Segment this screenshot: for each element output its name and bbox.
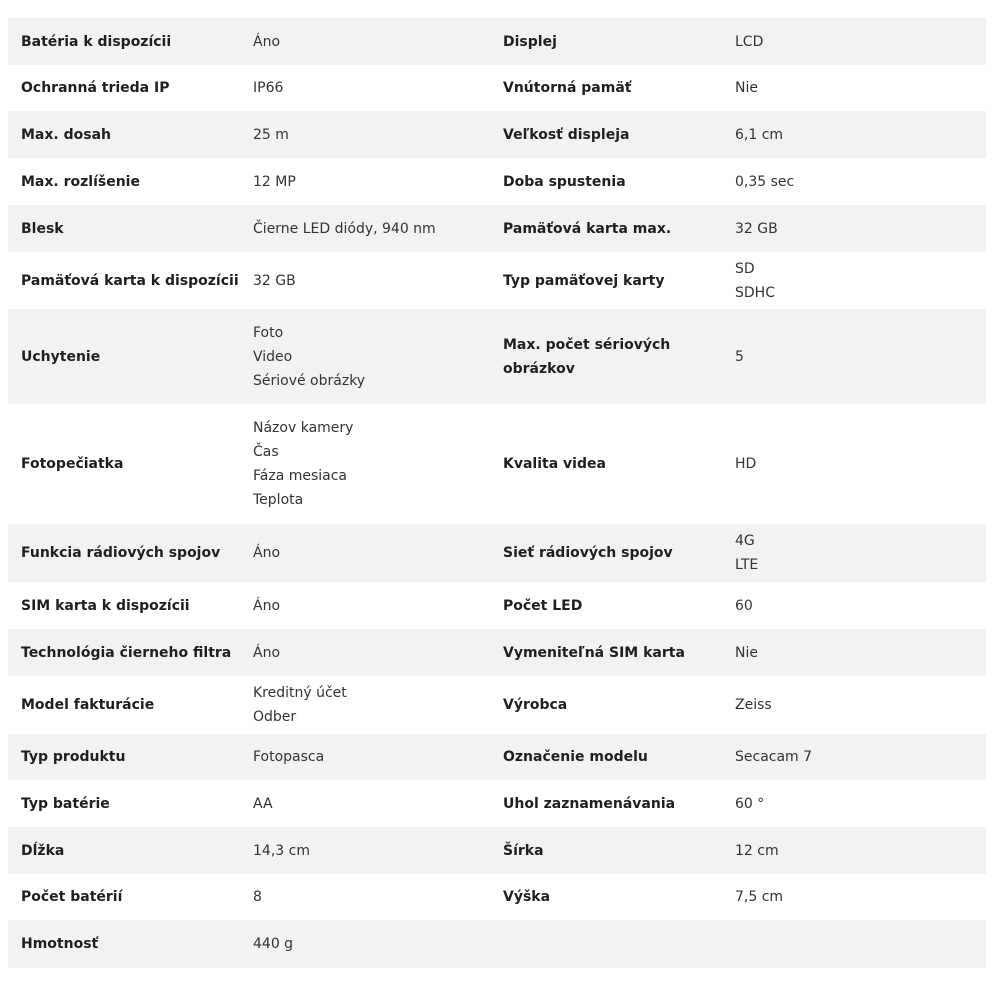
spec-value [240, 792, 490, 816]
spec-value-line: Áno [253, 33, 281, 50]
spec-value-line: Čierne LED diódy, 940 nm [253, 220, 436, 237]
spec-label: Blesk [21, 220, 64, 237]
spec-value [722, 76, 986, 100]
spec-value-line: Názov kamery [253, 420, 354, 436]
spec-label: Typ pamäťovej karty [503, 272, 665, 289]
spec-row [8, 524, 986, 582]
spec-label: Počet batérií [21, 889, 123, 905]
spec-label: Ochranná trieda IP [21, 80, 170, 96]
spec-value-line: Čas [253, 444, 279, 460]
spec-row [8, 629, 986, 676]
spec-value-line: Áno [253, 545, 281, 561]
spec-value-line: 60 ° [735, 795, 765, 812]
spec-label: Typ batérie [21, 795, 110, 812]
spec-value-line: 32 GB [253, 272, 296, 289]
spec-row [8, 582, 986, 629]
spec-row [8, 18, 986, 65]
spec-value-line: Fotopasca [253, 749, 325, 765]
spec-label: Označenie modelu [503, 749, 648, 765]
spec-value-line: SDHC [735, 284, 775, 301]
spec-value [240, 416, 490, 512]
spec-value-line: AA [253, 795, 273, 812]
spec-value [722, 745, 986, 769]
spec-value-line: 5 [735, 348, 744, 365]
spec-value [722, 792, 986, 816]
spec-label: Výrobca [503, 697, 568, 713]
spec-row [8, 309, 986, 404]
spec-value-line: 4G [735, 533, 755, 549]
spec-value-line: 8 [253, 889, 262, 905]
spec-row [8, 252, 986, 309]
spec-row [8, 676, 986, 734]
spec-label: Max. počet sériových obrázkov [503, 336, 671, 377]
spec-value [722, 452, 986, 476]
spec-row [8, 65, 986, 111]
spec-label: SIM karta k dispozícii [21, 597, 190, 614]
spec-value-line: 12 cm [735, 842, 779, 859]
spec-value-line: Áno [253, 597, 281, 614]
spec-value-line: Video [253, 348, 293, 365]
spec-value [722, 529, 986, 577]
spec-value-line: 32 GB [735, 220, 778, 237]
spec-label: Fotopečiatka [21, 456, 124, 472]
spec-value [722, 217, 986, 241]
spec-label: Typ produktu [21, 749, 126, 765]
spec-value [240, 321, 490, 393]
spec-value-line: Áno [253, 644, 281, 661]
spec-label: Kvalita videa [503, 456, 606, 472]
spec-label: Pamäťová karta k dispozícii [21, 272, 239, 289]
spec-value-line: LTE [735, 557, 759, 573]
spec-row [8, 827, 986, 874]
spec-label: Pamäťová karta max. [503, 220, 672, 237]
spec-value [240, 76, 490, 100]
spec-value [240, 745, 490, 769]
spec-value-line: Teplota [253, 492, 304, 508]
spec-value [722, 839, 986, 863]
spec-label: Batéria k dispozícii [21, 33, 172, 50]
spec-value-line: Fáza mesiaca [253, 468, 348, 484]
spec-label: Hmotnosť [21, 936, 99, 952]
spec-row [8, 205, 986, 252]
spec-value [722, 257, 986, 305]
spec-row [8, 158, 986, 205]
spec-value [722, 594, 986, 618]
spec-value-line: Odber [253, 709, 297, 725]
spec-label: Počet LED [503, 597, 583, 614]
spec-value [722, 30, 986, 54]
spec-value-line: 0,35 sec [735, 173, 795, 190]
spec-value-line: Kreditný účet [253, 685, 347, 701]
spec-value [240, 594, 490, 618]
spec-value-line: 14,3 cm [253, 842, 310, 859]
spec-value [240, 123, 490, 147]
spec-row [8, 780, 986, 827]
spec-value-line: Nie [735, 80, 758, 96]
spec-value [240, 681, 490, 729]
spec-value [722, 345, 986, 369]
spec-label: Doba spustenia [503, 173, 626, 190]
spec-value-line: 440 g [253, 936, 294, 952]
spec-value [722, 123, 986, 147]
spec-value [240, 269, 490, 293]
spec-value-line: Sériové obrázky [253, 372, 366, 389]
spec-label: Model fakturácie [21, 697, 155, 713]
spec-value-line: Zeiss [735, 697, 772, 713]
spec-value [240, 641, 490, 665]
spec-label: Uhol zaznamenávania [503, 795, 676, 812]
spec-value [240, 541, 490, 565]
spec-label: Veľkosť displeja [503, 126, 630, 143]
spec-label: Vnútorná pamäť [503, 80, 632, 96]
spec-label: Funkcia rádiových spojov [21, 545, 221, 561]
spec-table [8, 18, 986, 968]
spec-value-line: IP66 [253, 80, 284, 96]
spec-value-line: SD [735, 260, 755, 277]
spec-value-line: 25 m [253, 126, 289, 143]
spec-value-line: Nie [735, 644, 758, 661]
spec-value [722, 885, 986, 909]
spec-label: Výška [503, 889, 551, 905]
spec-row [8, 111, 986, 158]
spec-value-line: Secacam 7 [735, 749, 813, 765]
spec-label: Displej [503, 33, 557, 50]
spec-row [8, 734, 986, 780]
spec-value-line: 7,5 cm [735, 889, 784, 905]
spec-value [722, 170, 986, 194]
spec-label: Technológia čierneho filtra [21, 644, 232, 661]
spec-label: Vymeniteľná SIM karta [503, 644, 685, 661]
spec-value [722, 693, 986, 717]
spec-label: Uchytenie [21, 348, 101, 365]
spec-label: Max. rozlíšenie [21, 173, 140, 190]
spec-value [722, 641, 986, 665]
spec-value-line: Foto [253, 324, 284, 341]
spec-label: Dĺžka [21, 842, 65, 859]
spec-label: Sieť rádiových spojov [503, 545, 673, 561]
spec-value-line: HD [735, 456, 757, 472]
spec-value-line: 12 MP [253, 173, 296, 190]
spec-value [240, 217, 490, 241]
spec-value-line: 60 [735, 597, 753, 614]
spec-label: Max. dosah [21, 126, 111, 143]
spec-row [8, 920, 986, 968]
spec-value [240, 885, 490, 909]
spec-label: Šírka [503, 842, 544, 859]
spec-value [240, 30, 490, 54]
spec-row [8, 404, 986, 524]
spec-row [8, 874, 986, 920]
spec-value [240, 170, 490, 194]
spec-value [240, 932, 490, 956]
spec-value-line: LCD [735, 33, 764, 50]
spec-value-line: 6,1 cm [735, 126, 784, 143]
spec-value [240, 839, 490, 863]
